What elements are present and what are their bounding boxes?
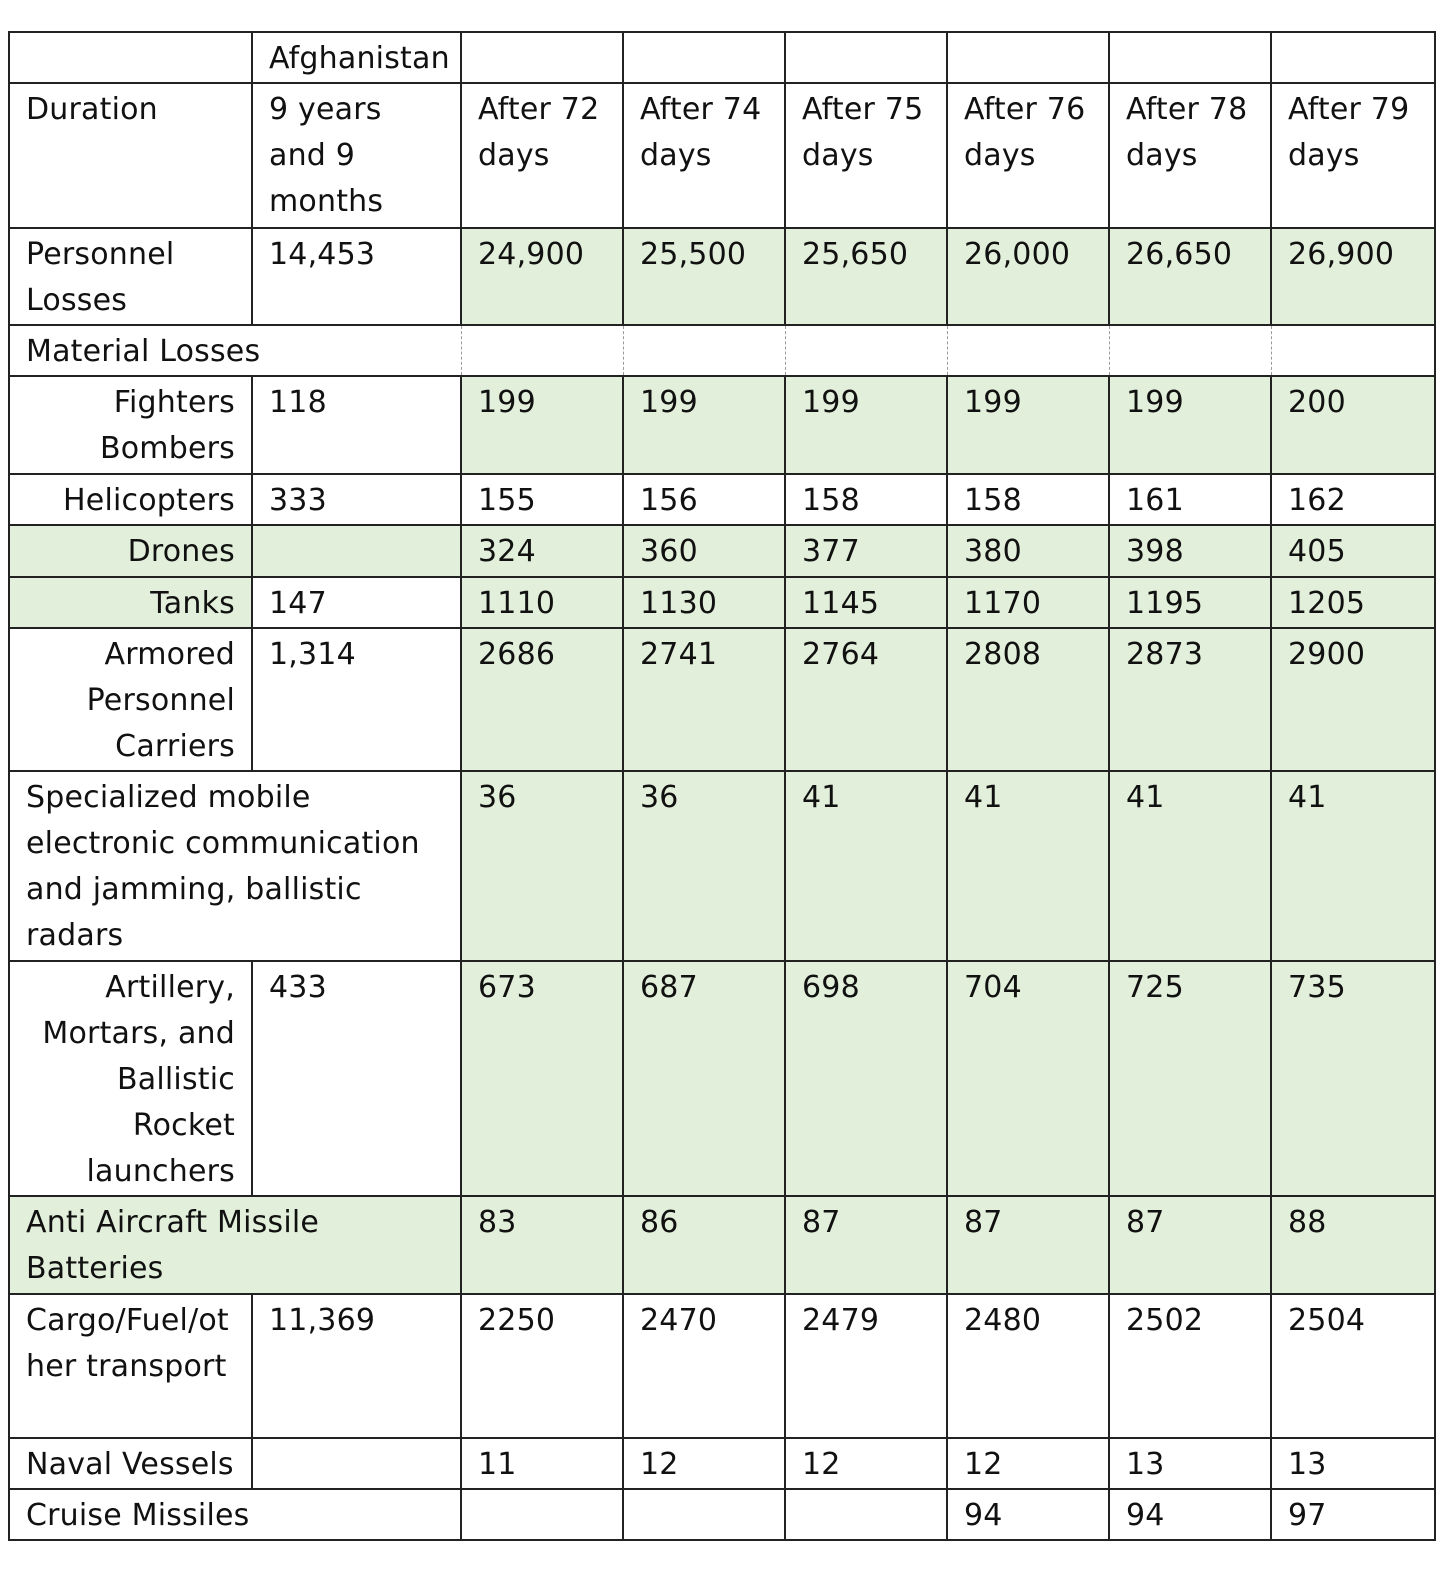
table-cell: 161	[1109, 474, 1271, 525]
table-cell: 25,500	[623, 228, 785, 325]
table-cell: 158	[947, 474, 1109, 525]
table-cell: 704	[947, 961, 1109, 1196]
afghanistan-value: 14,453	[252, 228, 461, 325]
row-label: Armored Personnel Carriers	[9, 628, 252, 771]
table-cell: 26,650	[1109, 228, 1271, 325]
table-cell: 2480	[947, 1294, 1109, 1438]
table-cell: 199	[1109, 376, 1271, 474]
table-cell: 687	[623, 961, 785, 1196]
table-cell: 13	[1109, 1438, 1271, 1489]
table-cell: 200	[1271, 376, 1435, 474]
table-row-region	[9, 32, 1435, 83]
table-cell: 377	[785, 525, 947, 577]
table-cell: 162	[1271, 474, 1435, 525]
table-cell: 2504	[1271, 1294, 1435, 1438]
table-cell: 673	[461, 961, 623, 1196]
table-cell: 698	[785, 961, 947, 1196]
table-cell: 13	[1271, 1438, 1435, 1489]
table-cell	[785, 1489, 947, 1540]
section-label-material-losses: Material Losses	[9, 325, 461, 376]
table-cell: 2250	[461, 1294, 623, 1438]
table-cell: 87	[785, 1196, 947, 1294]
row-label-text: Cargo/Fuel/other transport	[26, 1303, 229, 1384]
table-cell: 24,900	[461, 228, 623, 325]
table-row-material-losses	[9, 325, 1435, 376]
table-cell: 199	[947, 376, 1109, 474]
table-cell	[9, 32, 252, 83]
afghanistan-duration: 9 years and 9 months	[252, 83, 461, 228]
table-cell	[461, 32, 623, 83]
table-row-artillery	[9, 961, 1435, 1196]
table-cell: 12	[785, 1438, 947, 1489]
table-cell: 94	[1109, 1489, 1271, 1540]
table-cell: 398	[1109, 525, 1271, 577]
table-cell: 1205	[1271, 577, 1435, 628]
table-cell: 199	[785, 376, 947, 474]
period-header: After 78 days	[1109, 83, 1271, 228]
table-cell: 380	[947, 525, 1109, 577]
table-cell: 156	[623, 474, 785, 525]
table-cell: 2764	[785, 628, 947, 771]
table-row-anti-aircraft	[9, 1196, 1435, 1294]
table-cell: 87	[947, 1196, 1109, 1294]
table-cell: 41	[1271, 771, 1435, 961]
table-row-armored-personnel-carriers	[9, 628, 1435, 771]
table-cell: 12	[623, 1438, 785, 1489]
table-cell: 2741	[623, 628, 785, 771]
table-cell	[1271, 32, 1435, 83]
table-cell: 199	[623, 376, 785, 474]
table-cell: 86	[623, 1196, 785, 1294]
afghanistan-value	[252, 525, 461, 577]
table-cell: 94	[947, 1489, 1109, 1540]
row-label: Artillery, Mortars, and Ballistic Rocket launchers	[9, 961, 252, 1196]
table-cell	[1109, 32, 1271, 83]
table-cell: 2502	[1109, 1294, 1271, 1438]
row-label: Personnel Losses	[9, 228, 252, 325]
table-cell	[461, 1489, 623, 1540]
table-cell: 1130	[623, 577, 785, 628]
table-cell: 324	[461, 525, 623, 577]
table-cell	[461, 325, 623, 376]
table-cell: 2873	[1109, 628, 1271, 771]
table-cell: 26,900	[1271, 228, 1435, 325]
period-header: After 72 days	[461, 83, 623, 228]
row-label: Anti Aircraft Missile Batteries	[9, 1196, 461, 1294]
table-cell: 97	[1271, 1489, 1435, 1540]
table-cell: 1110	[461, 577, 623, 628]
table-cell: 25,650	[785, 228, 947, 325]
afghanistan-value: 118	[252, 376, 461, 474]
table-cell: 1145	[785, 577, 947, 628]
row-label: Fighters Bombers	[9, 376, 252, 474]
table-cell: 158	[785, 474, 947, 525]
table-cell: 36	[461, 771, 623, 961]
table-row-tanks	[9, 577, 1435, 628]
table-cell: 83	[461, 1196, 623, 1294]
table-row-duration	[9, 83, 1435, 228]
table-cell: 2470	[623, 1294, 785, 1438]
table-row-drones	[9, 525, 1435, 577]
table-cell: 26,000	[947, 228, 1109, 325]
table-cell: 12	[947, 1438, 1109, 1489]
table-cell: 1195	[1109, 577, 1271, 628]
table-cell: 360	[623, 525, 785, 577]
table-cell	[623, 325, 785, 376]
table-cell: 41	[785, 771, 947, 961]
table-cell	[947, 325, 1109, 376]
table-cell: 2686	[461, 628, 623, 771]
afghanistan-value: 1,314	[252, 628, 461, 771]
afghanistan-value: 147	[252, 577, 461, 628]
table-cell: 405	[1271, 525, 1435, 577]
table-cell	[947, 32, 1109, 83]
period-header: After 79 days	[1271, 83, 1435, 228]
losses-table	[8, 31, 1436, 1541]
table-cell: 735	[1271, 961, 1435, 1196]
table-cell	[1271, 325, 1435, 376]
table-row-helicopters	[9, 474, 1435, 525]
row-label	[9, 1294, 252, 1438]
afghanistan-value: 11,369	[252, 1294, 461, 1438]
row-label: Cruise Missiles	[9, 1489, 461, 1540]
row-label: Specialized mobile electronic communication and jamming, ballistic radars	[9, 771, 461, 961]
table-row-cargo	[9, 1294, 1435, 1438]
table-cell: 11	[461, 1438, 623, 1489]
period-header: After 75 days	[785, 83, 947, 228]
table-cell	[623, 1489, 785, 1540]
table-row-specialized-electronic	[9, 771, 1435, 961]
table-cell: 2479	[785, 1294, 947, 1438]
table-cell: 41	[1109, 771, 1271, 961]
period-header: After 76 days	[947, 83, 1109, 228]
table-cell	[623, 32, 785, 83]
afghanistan-value: 433	[252, 961, 461, 1196]
table-cell: 41	[947, 771, 1109, 961]
table-cell: 88	[1271, 1196, 1435, 1294]
duration-label: Duration	[9, 83, 252, 228]
table-cell	[785, 325, 947, 376]
table-row-personnel-losses	[9, 228, 1435, 325]
period-header: After 74 days	[623, 83, 785, 228]
table-cell: 199	[461, 376, 623, 474]
table-cell	[785, 32, 947, 83]
table-cell: 2900	[1271, 628, 1435, 771]
region-header-afghanistan: Afghanistan	[252, 32, 461, 83]
row-label: Drones	[9, 525, 252, 577]
table-cell: 2808	[947, 628, 1109, 771]
table-cell	[1109, 325, 1271, 376]
table-row-naval-vessels	[9, 1438, 1435, 1489]
row-label: Helicopters	[9, 474, 252, 525]
table-cell: 36	[623, 771, 785, 961]
table-row-fighters-bombers	[9, 376, 1435, 474]
afghanistan-value	[252, 1438, 461, 1489]
table-cell: 87	[1109, 1196, 1271, 1294]
table-cell: 1170	[947, 577, 1109, 628]
table-cell: 725	[1109, 961, 1271, 1196]
afghanistan-value: 333	[252, 474, 461, 525]
table-cell: 155	[461, 474, 623, 525]
row-label: Naval Vessels	[9, 1438, 252, 1489]
table-row-cruise-missiles	[9, 1489, 1435, 1540]
row-label: Tanks	[9, 577, 252, 628]
